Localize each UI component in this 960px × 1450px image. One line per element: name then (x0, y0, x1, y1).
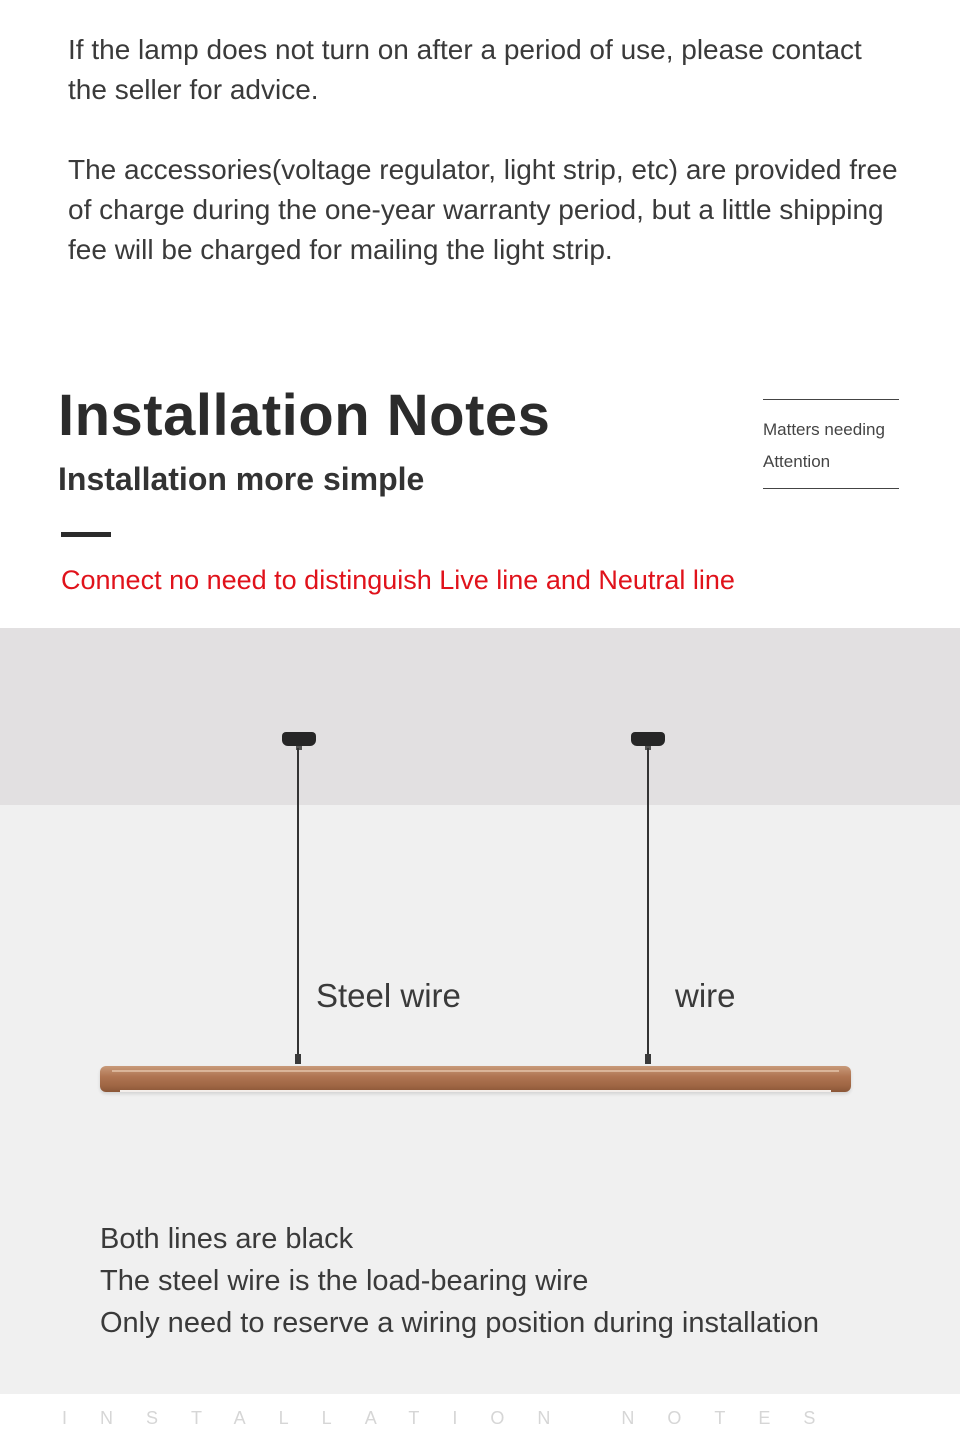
section-title: Installation Notes (58, 383, 551, 448)
steel-wire (297, 748, 299, 1054)
attention-line-1: Matters needing (763, 420, 885, 439)
attention-box (763, 399, 899, 489)
ceiling-canopy-left (282, 732, 316, 746)
ceiling-canopy-right (631, 732, 665, 746)
installation-notes (100, 1218, 920, 1344)
footer-watermark: INSTALLATION NOTES (62, 1408, 849, 1428)
section-subtitle: Installation more simple (58, 461, 425, 497)
linear-wood-lamp (100, 1066, 851, 1092)
power-wire (647, 748, 649, 1054)
lamp-light-edge (120, 1090, 831, 1092)
note-line: Both lines are black (100, 1223, 354, 1255)
wire-grip-right (645, 1054, 651, 1064)
note-line: The steel wire is the load-bearing wire (100, 1265, 589, 1297)
wire-label: wire (675, 977, 736, 1014)
intro-paragraph-accessories: The accessories(voltage regulator, light strip, etc) are provided free of charge during the one-year warranty period, but a little shipping fee will be charged for mailing the light strip. (68, 154, 898, 265)
intro-text (68, 30, 908, 310)
wiring-warning: Connect no need to distinguish Live line and Neutral line (61, 565, 735, 595)
product-illustration (0, 628, 960, 1394)
steel-wire-label: Steel wire (316, 977, 461, 1014)
footer (0, 1394, 960, 1450)
accent-divider (61, 532, 111, 537)
ceiling (0, 628, 960, 805)
wire-grip-left (295, 1054, 301, 1064)
note-line: Only need to reserve a wiring position during installation (100, 1307, 819, 1339)
attention-line-2: Attention (763, 452, 831, 471)
intro-paragraph-contact: If the lamp does not turn on after a period of use, please contact the seller for advice. (68, 34, 862, 105)
